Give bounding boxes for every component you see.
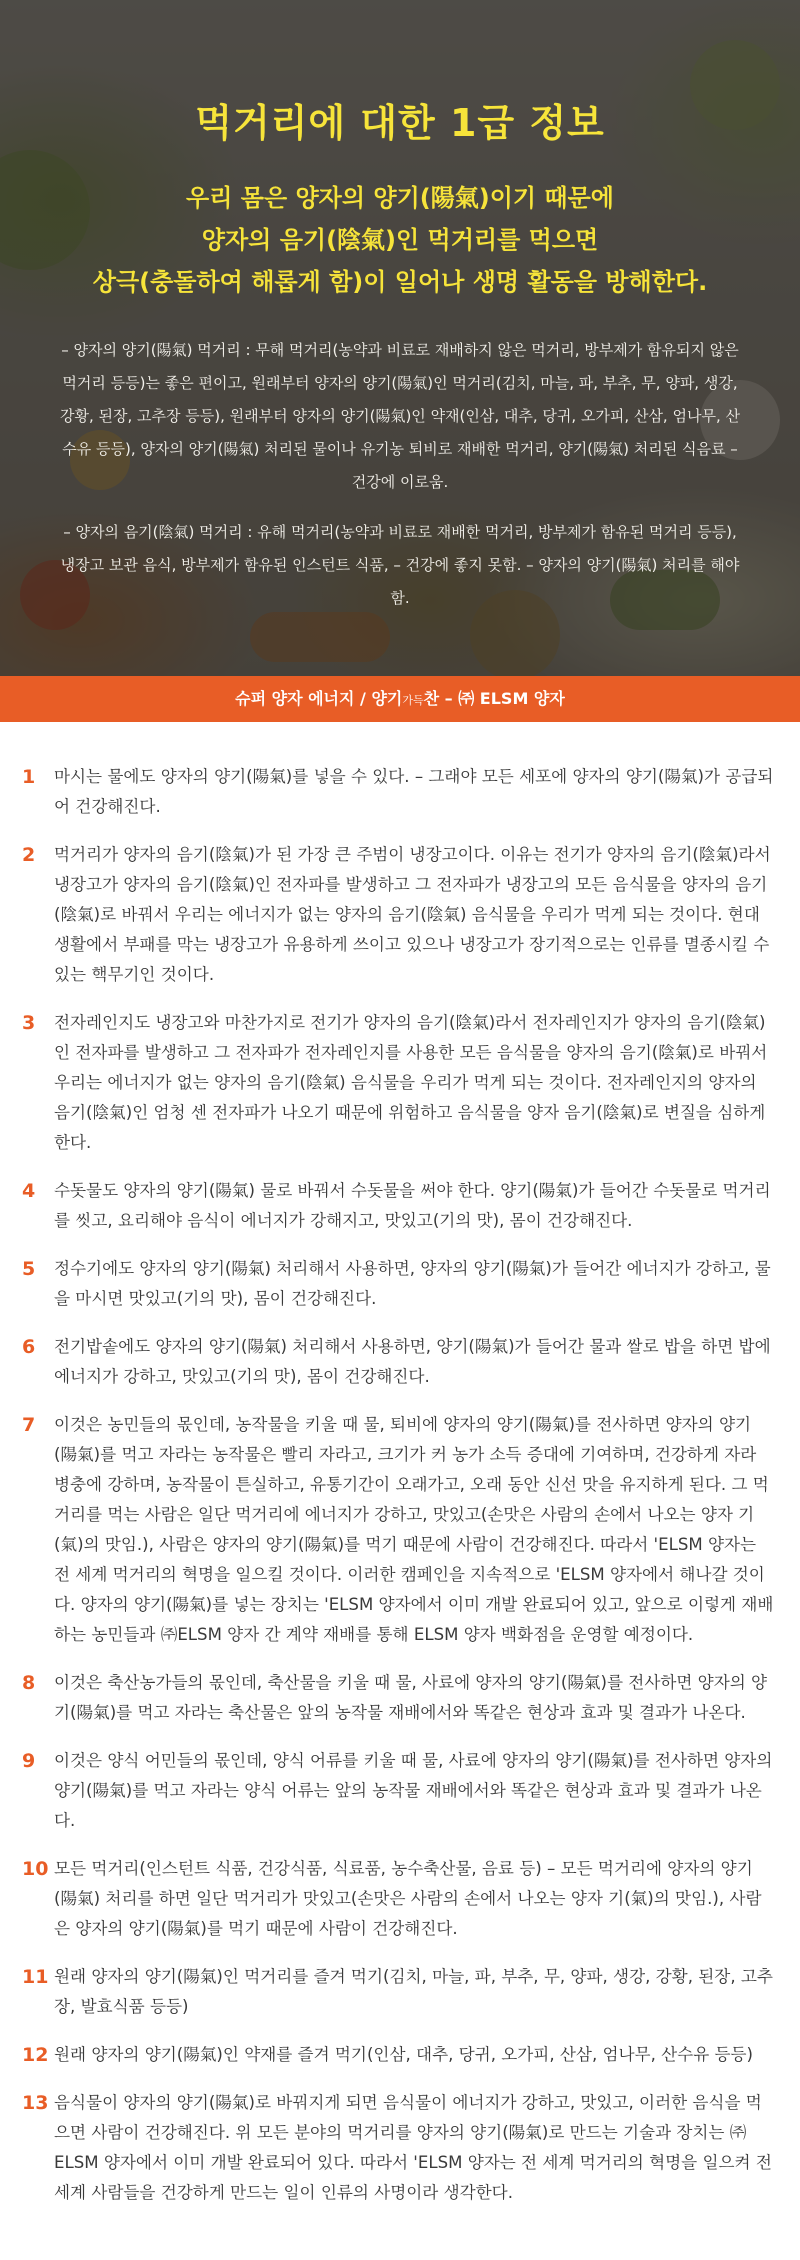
list-item-text: 이것은 양식 어민들의 몫인데, 양식 어류를 키울 때 물, 사료에 양자의 양기(陽氣)를 전사하면 양자의 양기(陽氣)를 먹고 자라는 양식 어류는 앞의 농작물 재배에서와 똑같은 현상과 효과 및 결과가 나온다. [54,1751,773,1830]
hero-description-yin: – 양자의 음기(陰氣) 먹거리 : 유해 먹거리(농약과 비료로 재배한 먹거리, 방부제가 함유된 먹거리 등등), 냉장고 보관 음식, 방부제가 함유된 인스턴트 식품, – 건강에 좋지 못함. – 양자의 양기(陽氣) 처리를 해야 함. [60,523,740,607]
list-item-number: 5 [22,1258,36,1280]
list-item-number: 1 [22,766,36,788]
list-item-number: 7 [22,1414,36,1436]
list-item-number: 9 [22,1750,36,1772]
list-item [22,1410,774,1650]
list-item [22,1332,774,1392]
list-item-text: 원래 양자의 양기(陽氣)인 먹거리를 즐겨 먹기(김치, 마늘, 파, 부추, 무, 양파, 생강, 강황, 된장, 고추장, 발효식품 등등) [54,1967,773,2016]
list-item-text: 이것은 농민들의 몫인데, 농작물을 키울 때 물, 퇴비에 양자의 양기(陽氣)를 전사하면 양자의 양기(陽氣)를 먹고 자라는 농작물은 빨리 자라고, 크기가 커 농가 소득 증대에 기여하며, 건강하게 자라 병충에 강하며, 농작물이 튼실하고, 유통기간이 오래가고, 오래 동안 신선 맛을 유지하게 된다. 그 먹거리를 먹는 사람은 일단 먹거리에 에너지가 강하고, 맛있고(손맛은 사람의 손에서 나오는 양자 기(氣)의 맛임.), 사람은 양자의 양기(陽氣)를 먹기 때문에 사람이 건강해진다. 따라서 'ELSM 양자는 전 세계 먹거리의 혁명을 일으킬 것이다. 이러한 캠페인을 지속적으로 'ELSM 양자에서 해나갈 것이다. 양자의 양기(陽氣)를 넣는 장치는 'ELSM 양자에서 이미 개발 완료되어 있고, 앞으로 이렇게 재배하는 농민들과 ㈜ELSM 양자 간 계약 재배를 통해 ELSM 양자 백화점을 운영할 예정이다. [54,1415,774,1644]
list-item [22,840,774,990]
list-item [22,1008,774,1158]
list-item [22,2040,774,2070]
list-item-text: 원래 양자의 양기(陽氣)인 약재를 즐겨 먹기(인삼, 대추, 당귀, 오가피, 산삼, 엄나무, 산수유 등등) [54,2045,754,2064]
list-item-number: 4 [22,1180,36,1202]
brand-bar-right: 찬 – ㈜ ELSM 양자 [423,689,565,708]
hero-description-yang: – 양자의 양기(陽氣) 먹거리 : 무해 먹거리(농약과 비료로 재배하지 않은 먹거리, 방부제가 함유되지 않은 먹거리 등등)는 좋은 편이고, 원래부터 양자의 양기(陽氣)인 먹거리(김치, 마늘, 파, 부추, 무, 양파, 생강, 강황, 된장, 고추장 등등), 원래부터 양자의 양기(陽氣)인 약재(인삼, 대추, 당귀, 오가피, 산삼, 엄나무, 산수유 등등), 양자의 양기(陽氣) 처리된 물이나 유기농 퇴비로 재배한 먹거리, 양기(陽氣) 처리된 식음료 – 건강에 이로움. [60,341,740,491]
list-item-text: 마시는 물에도 양자의 양기(陽氣)를 넣을 수 있다. – 그래야 모든 세포에 양자의 양기(陽氣)가 공급되어 건강해진다. [54,767,774,816]
list-item [22,762,774,822]
list-item-number: 2 [22,844,36,866]
numbered-list [0,722,800,2208]
list-item-text: 음식물이 양자의 양기(陽氣)로 바꿔지게 되면 음식물이 에너지가 강하고, 맛있고, 이러한 음식을 먹으면 사람이 건강해진다. 위 모든 분야의 먹거리를 양자의 양기(陽氣)로 만드는 기술과 장치는 ㈜ELSM 양자에서 이미 개발 완료되어 있다. 따라서 'ELSM 양자는 전 세계 먹거리의 혁명을 일으켜 전세계 사람들을 건강하게 만드는 일이 인류의 사명이라 생각한다. [54,2093,772,2202]
list-item-text: 이것은 축산농가들의 몫인데, 축산물을 키울 때 물, 사료에 양자의 양기(陽氣)를 전사하면 양자의 양기(陽氣)를 먹고 자라는 축산물은 앞의 농작물 재배에서와 똑같은 현상과 효과 및 결과가 나온다. [54,1673,768,1722]
list-item-number: 6 [22,1336,36,1358]
list-item-text: 모든 먹거리(인스턴트 식품, 건강식품, 식료품, 농수축산물, 음료 등) – 모든 먹거리에 양자의 양기(陽氣) 처리를 하면 일단 먹거리가 맛있고(손맛은 사람의 손에서 나오는 양자 기(氣)의 맛임.), 사람은 양자의 양기(陽氣)를 먹기 때문에 사람이 건강해진다. [54,1859,762,1938]
list-item-number: 12 [22,2044,49,2066]
list-item-text: 전자레인지도 냉장고와 마찬가지로 전기가 양자의 음기(陰氣)라서 전자레인지가 양자의 음기(陰氣)인 전자파를 발생하고 그 전자파가 전자레인지를 사용한 모든 음식물을 양자의 음기(陰氣)로 바꿔서 우리는 에너지가 없는 양자의 음기(陰氣) 음식물을 우리가 먹게 되는 것이다. 전자레인지의 양자의 음기(陰氣)인 엄청 센 전자파가 나오기 때문에 위험하고 음식물을 양자 음기(陰氣)로 변질을 심하게 한다. [54,1013,768,1152]
list-item [22,2088,774,2208]
list-item [22,1176,774,1236]
list-item-number: 8 [22,1672,36,1694]
list-item-number: 10 [22,1858,49,1880]
brand-bar [0,676,800,722]
list-item [22,1254,774,1314]
list-item-text: 수돗물도 양자의 양기(陽氣) 물로 바꿔서 수돗물을 써야 한다. 양기(陽氣)가 들어간 수돗물로 먹거리를 씻고, 요리해야 음식이 에너지가 강해지고, 맛있고(기의 맛), 몸이 건강해진다. [54,1181,771,1230]
list-item [22,1746,774,1836]
hero-subtitle-line-2: 양자의 음기(陰氣)인 먹거리를 먹으면 [201,226,599,254]
list-item-number: 13 [22,2092,49,2114]
list-item-text: 정수기에도 양자의 양기(陽氣) 처리해서 사용하면, 양자의 양기(陽氣)가 들어간 에너지가 강하고, 물을 마시면 맛있고(기의 맛), 몸이 건강해진다. [54,1259,771,1308]
brand-bar-small: 가득 [402,694,424,707]
hero-subtitle-line-3: 상극(충돌하여 해롭게 함)이 일어나 생명 활동을 방해한다. [92,268,708,296]
list-item [22,1854,774,1944]
hero-banner [0,0,800,676]
page-title: 먹거리에 대한 1급 정보 [195,101,605,145]
list-item [22,1962,774,2022]
brand-bar-left: 슈퍼 양자 에너지 / 양기 [235,689,403,708]
hero-subtitle-line-1: 우리 몸은 양자의 양기(陽氣)이기 때문에 [186,184,614,212]
hero-content [0,0,800,676]
list-item-number: 3 [22,1012,36,1034]
list-item-text: 전기밥솥에도 양자의 양기(陽氣) 처리해서 사용하면, 양기(陽氣)가 들어간 물과 쌀로 밥을 하면 밥에 에너지가 강하고, 맛있고(기의 맛), 몸이 건강해진다. [54,1337,771,1386]
list-item-number: 11 [22,1966,49,1988]
list-item [22,1668,774,1728]
list-item-text: 먹거리가 양자의 음기(陰氣)가 된 가장 큰 주범이 냉장고이다. 이유는 전기가 양자의 음기(陰氣)라서 냉장고가 양자의 음기(陰氣)인 전자파를 발생하고 그 전자파가 냉장고의 모든 음식물을 양자의 음기(陰氣)로 바꿔서 우리는 에너지가 없는 양자의 음기(陰氣) 음식물을 우리가 먹게 되는 것이다. 현대 생활에서 부패를 막는 냉장고가 유용하게 쓰이고 있으나 냉장고가 장기적으로는 인류를 멸종시킬 수 있는 핵무기인 것이다. [54,845,771,984]
